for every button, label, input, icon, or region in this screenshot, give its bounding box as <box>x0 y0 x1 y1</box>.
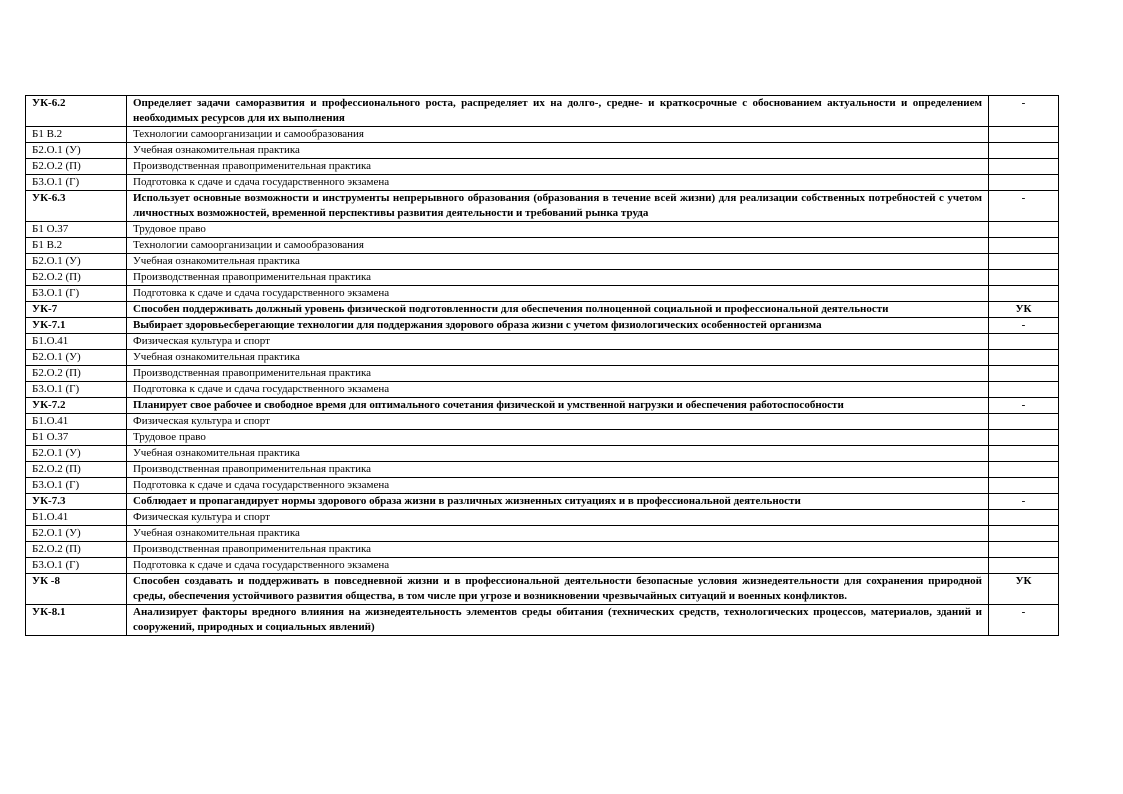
row-type-cell <box>989 446 1059 462</box>
row-code-cell: Б2.О.1 (У) <box>26 446 127 462</box>
row-name-cell: Подготовка к сдаче и сдача государственного экзамена <box>127 286 989 302</box>
row-code-cell: УК-6.3 <box>26 191 127 222</box>
row-type-cell <box>989 478 1059 494</box>
row-code-cell: Б2.О.2 (П) <box>26 462 127 478</box>
row-name-cell: Учебная ознакомительная практика <box>127 143 989 159</box>
discipline-row <box>26 175 1059 191</box>
row-name-cell: Учебная ознакомительная практика <box>127 526 989 542</box>
row-type-cell <box>989 558 1059 574</box>
row-code-cell: Б1.О.41 <box>26 334 127 350</box>
row-code-cell: Б1 О.37 <box>26 430 127 446</box>
row-type-cell <box>989 366 1059 382</box>
row-code-cell: Б2.О.2 (П) <box>26 542 127 558</box>
discipline-row <box>26 542 1059 558</box>
discipline-row <box>26 159 1059 175</box>
competency-row <box>26 605 1059 636</box>
row-code-cell: Б3.О.1 (Г) <box>26 175 127 191</box>
row-type-cell <box>989 254 1059 270</box>
row-code-cell: Б3.О.1 (Г) <box>26 382 127 398</box>
document-page <box>25 95 1058 636</box>
discipline-row <box>26 510 1059 526</box>
discipline-row <box>26 430 1059 446</box>
competency-row <box>26 398 1059 414</box>
discipline-row <box>26 127 1059 143</box>
row-code-cell: Б2.О.2 (П) <box>26 159 127 175</box>
row-type-cell <box>989 238 1059 254</box>
row-name-cell: Соблюдает и пропагандирует нормы здорового образа жизни в различных жизненных ситуациях и в профессиональной деятельности <box>127 494 989 510</box>
row-type-cell <box>989 382 1059 398</box>
discipline-row <box>26 334 1059 350</box>
row-type-cell <box>989 430 1059 446</box>
row-type-cell <box>989 143 1059 159</box>
row-type-cell <box>989 127 1059 143</box>
discipline-row <box>26 238 1059 254</box>
row-type-cell <box>989 175 1059 191</box>
row-name-cell: Использует основные возможности и инструменты непрерывного образования (образования в течение всей жизни) для реализации собственных потребностей с учетом личностных возможностей, временной перспективы развития деятельности и требований рынка труда <box>127 191 989 222</box>
row-code-cell: Б2.О.1 (У) <box>26 143 127 159</box>
row-name-cell: Физическая культура и спорт <box>127 510 989 526</box>
discipline-row <box>26 222 1059 238</box>
row-code-cell: Б1 О.37 <box>26 222 127 238</box>
row-name-cell: Учебная ознакомительная практика <box>127 254 989 270</box>
discipline-row <box>26 270 1059 286</box>
row-code-cell: Б2.О.2 (П) <box>26 366 127 382</box>
row-type-cell: УК <box>989 574 1059 605</box>
row-code-cell: Б2.О.1 (У) <box>26 254 127 270</box>
row-type-cell <box>989 159 1059 175</box>
discipline-row <box>26 382 1059 398</box>
row-type-cell: - <box>989 398 1059 414</box>
row-code-cell: Б2.О.2 (П) <box>26 270 127 286</box>
row-name-cell: Производственная правоприменительная практика <box>127 542 989 558</box>
row-name-cell: Физическая культура и спорт <box>127 334 989 350</box>
discipline-row <box>26 414 1059 430</box>
row-code-cell: Б3.О.1 (Г) <box>26 286 127 302</box>
row-name-cell: Планирует свое рабочее и свободное время для оптимального сочетания физической и умственной нагрузки и обеспечения работоспособности <box>127 398 989 414</box>
row-type-cell: - <box>989 318 1059 334</box>
row-name-cell: Трудовое право <box>127 222 989 238</box>
discipline-row <box>26 558 1059 574</box>
row-name-cell: Подготовка к сдаче и сдача государственного экзамена <box>127 175 989 191</box>
competency-table <box>25 95 1059 636</box>
competency-table-body <box>26 96 1059 636</box>
discipline-row <box>26 143 1059 159</box>
row-name-cell: Производственная правоприменительная практика <box>127 462 989 478</box>
competency-row <box>26 574 1059 605</box>
row-name-cell: Производственная правоприменительная практика <box>127 159 989 175</box>
row-type-cell <box>989 222 1059 238</box>
row-name-cell: Способен создавать и поддерживать в повседневной жизни и в профессиональной деятельности безопасные условия жизнедеятельности для сохранения природной среды, обеспечения устойчивого развития общества, в том числе при угрозе и возникновении чрезвычайных ситуаций и военных конфликтов. <box>127 574 989 605</box>
row-name-cell: Определяет задачи саморазвития и профессионального роста, распределяет их на долго-, средне- и краткосрочные с обоснованием актуальности и определением необходимых ресурсов для их выполнения <box>127 96 989 127</box>
row-name-cell: Выбирает здоровьесберегающие технологии для поддержания здорового образа жизни с учетом физиологических особенностей организма <box>127 318 989 334</box>
row-type-cell: - <box>989 191 1059 222</box>
discipline-row <box>26 366 1059 382</box>
row-name-cell: Трудовое право <box>127 430 989 446</box>
row-code-cell: Б3.О.1 (Г) <box>26 478 127 494</box>
row-name-cell: Подготовка к сдаче и сдача государственного экзамена <box>127 478 989 494</box>
row-name-cell: Учебная ознакомительная практика <box>127 350 989 366</box>
row-type-cell: - <box>989 605 1059 636</box>
row-code-cell: Б3.О.1 (Г) <box>26 558 127 574</box>
row-type-cell <box>989 350 1059 366</box>
row-code-cell: Б1 В.2 <box>26 238 127 254</box>
row-code-cell: УК-7 <box>26 302 127 318</box>
row-type-cell: - <box>989 494 1059 510</box>
row-name-cell: Физическая культура и спорт <box>127 414 989 430</box>
discipline-row <box>26 350 1059 366</box>
row-code-cell: Б2.О.1 (У) <box>26 350 127 366</box>
discipline-row <box>26 254 1059 270</box>
row-name-cell: Учебная ознакомительная практика <box>127 446 989 462</box>
row-code-cell: УК-7.2 <box>26 398 127 414</box>
discipline-row <box>26 286 1059 302</box>
row-name-cell: Технологии самоорганизации и самообразования <box>127 238 989 254</box>
row-type-cell <box>989 542 1059 558</box>
row-code-cell: УК -8 <box>26 574 127 605</box>
row-type-cell: УК <box>989 302 1059 318</box>
row-code-cell: УК-6.2 <box>26 96 127 127</box>
row-type-cell <box>989 270 1059 286</box>
row-code-cell: Б1.О.41 <box>26 414 127 430</box>
row-code-cell: УК-7.1 <box>26 318 127 334</box>
row-type-cell <box>989 462 1059 478</box>
row-name-cell: Анализирует факторы вредного влияния на жизнедеятельность элементов среды обитания (технических средств, технологических процессов, материалов, зданий и сооружений, природных и социальных явлений) <box>127 605 989 636</box>
competency-row <box>26 96 1059 127</box>
discipline-row <box>26 478 1059 494</box>
row-name-cell: Способен поддерживать должный уровень физической подготовленности для обеспечения полноценной социальной и профессиональной деятельности <box>127 302 989 318</box>
discipline-row <box>26 526 1059 542</box>
competency-row <box>26 318 1059 334</box>
row-type-cell: - <box>989 96 1059 127</box>
row-type-cell <box>989 286 1059 302</box>
row-type-cell <box>989 510 1059 526</box>
row-name-cell: Производственная правоприменительная практика <box>127 366 989 382</box>
row-type-cell <box>989 334 1059 350</box>
competency-row <box>26 302 1059 318</box>
row-code-cell: Б1.О.41 <box>26 510 127 526</box>
row-code-cell: УК-7.3 <box>26 494 127 510</box>
row-name-cell: Подготовка к сдаче и сдача государственного экзамена <box>127 382 989 398</box>
row-code-cell: Б2.О.1 (У) <box>26 526 127 542</box>
row-code-cell: Б1 В.2 <box>26 127 127 143</box>
competency-row <box>26 494 1059 510</box>
competency-row <box>26 191 1059 222</box>
row-name-cell: Технологии самоорганизации и самообразования <box>127 127 989 143</box>
row-type-cell <box>989 414 1059 430</box>
discipline-row <box>26 462 1059 478</box>
row-type-cell <box>989 526 1059 542</box>
discipline-row <box>26 446 1059 462</box>
row-name-cell: Производственная правоприменительная практика <box>127 270 989 286</box>
row-code-cell: УК-8.1 <box>26 605 127 636</box>
row-name-cell: Подготовка к сдаче и сдача государственного экзамена <box>127 558 989 574</box>
